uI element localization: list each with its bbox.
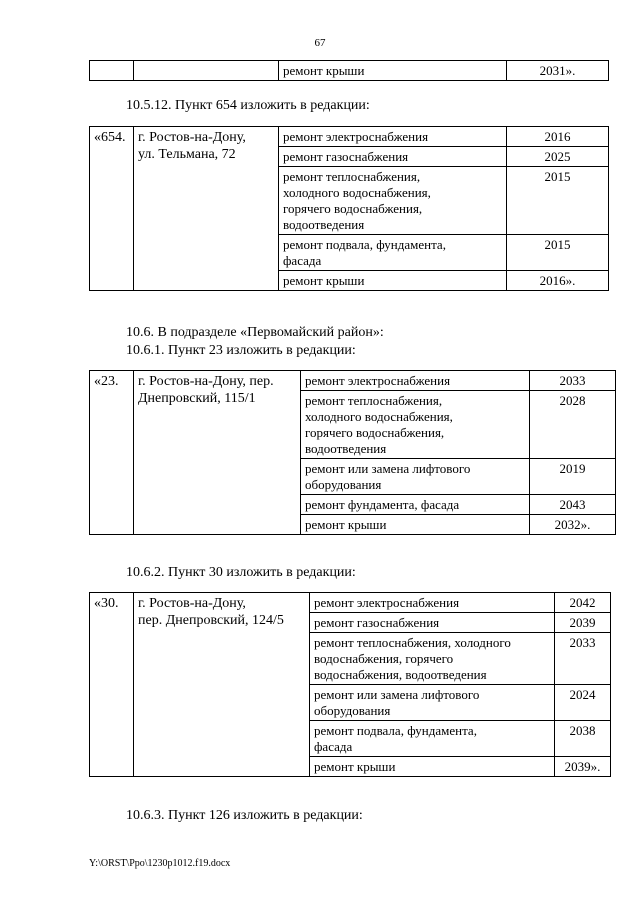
item-number-text: «30. [94,596,119,611]
table-row [90,127,609,147]
item-number [90,371,134,535]
work-cell [279,127,507,147]
work-cell [310,721,555,757]
address-line: Днепровский, 115/1 [138,391,256,406]
work-line: ремонт электроснабжения [305,373,451,388]
year-cell: 2033 [530,371,616,391]
year-cell: 2028 [530,391,616,459]
year-cell: 2039». [555,757,611,777]
work-cell [301,371,530,391]
work-line: ремонт подвала, фундамента, [314,723,477,738]
work-cell [279,235,507,271]
work-line: ремонт подвала, фундамента, [283,237,446,252]
page-number: 67 [314,37,326,49]
table-row [90,593,611,613]
work-cell [301,459,530,495]
item-23-table [89,370,616,535]
year-cell: 2019 [530,459,616,495]
work-cell [310,593,555,613]
paragraph-10-6-2: 10.6.2. Пункт 30 изложить в редакции: [126,565,356,580]
address-cell [134,127,279,291]
item-654-table [89,126,609,291]
year-cell: 2015 [507,167,609,235]
num-cell [90,61,134,81]
work-line: ремонт теплоснабжения, [305,393,443,408]
work-line: водоотведения [283,217,365,232]
year-cell: 2043 [530,495,616,515]
item-number [90,593,134,777]
work-line: оборудования [305,477,382,492]
address-cell [134,593,310,777]
year-cell: 2042 [555,593,611,613]
work-cell [301,391,530,459]
year-cell: 2038 [555,721,611,757]
work-line: ремонт крыши [283,273,365,288]
work-cell [301,495,530,515]
work-cell: ремонт крыши [279,61,507,81]
year-cell: 2031». [507,61,609,81]
year-cell: 2024 [555,685,611,721]
table-row [90,61,609,81]
item-30-table [89,592,611,777]
work-line: холодного водоснабжения, [283,185,431,200]
continuation-table [89,60,609,81]
work-line: ремонт или замена лифтового [314,687,480,702]
paragraph-10-5-12: 10.5.12. Пункт 654 изложить в редакции: [126,98,370,113]
year-cell: 2015 [507,235,609,271]
work-line: ремонт теплоснабжения, холодного [314,635,511,650]
table-row [90,371,616,391]
paragraph-10-6-1: 10.6.1. Пункт 23 изложить в редакции: [126,343,356,358]
work-cell [301,515,530,535]
work-line: ремонт электроснабжения [314,595,460,610]
work-line: ремонт крыши [305,517,387,532]
address-line: г. Ростов-на-Дону, [138,130,246,145]
footer-file-path: Y:\ORST\Ppo\1230p1012.f19.docx [89,858,231,869]
work-line: фасада [314,739,353,754]
paragraph-10-6-3: 10.6.3. Пункт 126 изложить в редакции: [126,808,363,823]
work-cell [310,613,555,633]
address-line: г. Ростов-на-Дону, [138,596,246,611]
work-line: оборудования [314,703,391,718]
work-line: ремонт газоснабжения [314,615,440,630]
year-cell: 2016». [507,271,609,291]
year-cell: 2039 [555,613,611,633]
address-cell [134,61,279,81]
item-number-text: «23. [94,374,119,389]
address-line: ул. Тельмана, 72 [138,147,236,162]
work-line: фасада [283,253,322,268]
item-number-text: «654. [94,130,126,145]
work-line: ремонт крыши [314,759,396,774]
work-line: водоснабжения, водоотведения [314,667,487,682]
work-cell [279,271,507,291]
work-line: ремонт или замена лифтового [305,461,471,476]
work-line: ремонт электроснабжения [283,129,429,144]
address-line: г. Ростов-на-Дону, пер. [138,374,274,389]
work-line: горячего водоснабжения, [283,201,423,216]
work-line: горячего водоснабжения, [305,425,445,440]
work-line: водоснабжения, горячего [314,651,454,666]
work-cell [279,167,507,235]
work-cell [279,147,507,167]
work-line: водоотведения [305,441,387,456]
work-line: холодного водоснабжения, [305,409,453,424]
paragraph-10-6: 10.6. В подразделе «Первомайский район»: [126,325,384,340]
year-cell: 2025 [507,147,609,167]
year-cell: 2033 [555,633,611,685]
work-cell [310,633,555,685]
address-cell [134,371,301,535]
work-cell [310,757,555,777]
year-cell: 2032». [530,515,616,535]
address-line: пер. Днепровский, 124/5 [138,613,284,628]
work-line: ремонт фундамента, фасада [305,497,460,512]
work-line: ремонт газоснабжения [283,149,409,164]
item-number [90,127,134,291]
work-cell [310,685,555,721]
year-cell: 2016 [507,127,609,147]
work-line: ремонт теплоснабжения, [283,169,421,184]
